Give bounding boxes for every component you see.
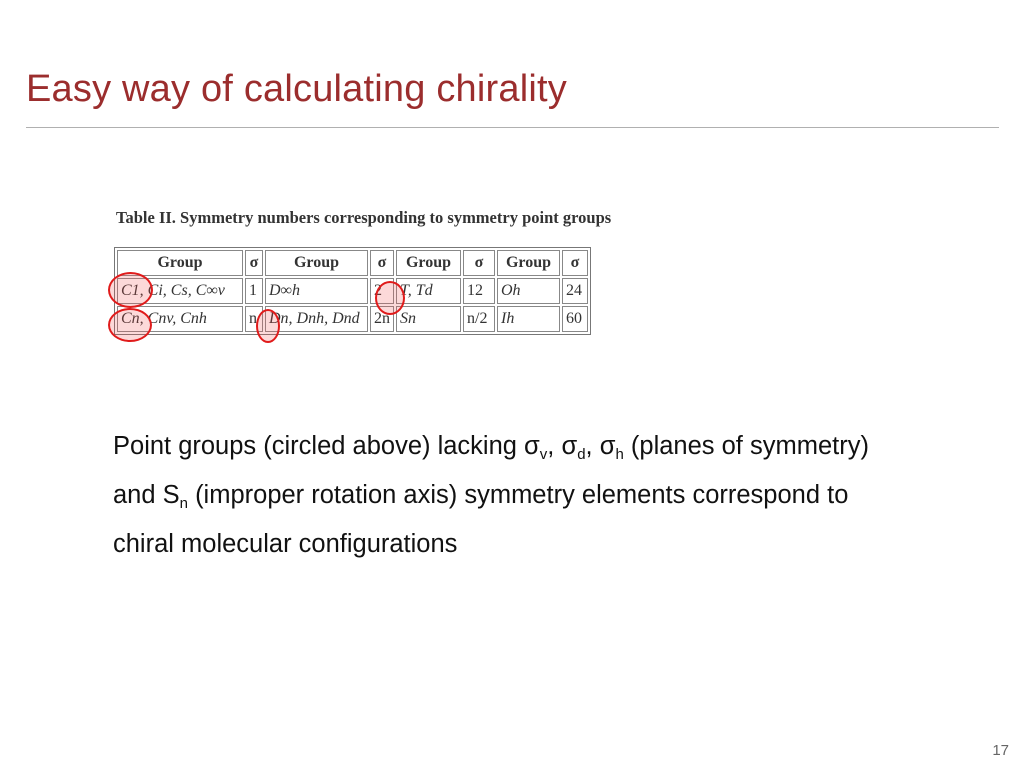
highlight-circle-cn: [108, 308, 152, 342]
cell-sigma: n/2: [463, 306, 495, 332]
title-divider: [26, 127, 999, 128]
symmetry-table: [114, 247, 591, 335]
cell-sigma: 1: [245, 278, 263, 304]
subscript-v: v: [539, 446, 548, 463]
cell-sigma: 2: [370, 278, 394, 304]
header-group-3: Group: [396, 250, 461, 276]
cell-group: Sn: [396, 306, 461, 332]
body-paragraph: [113, 426, 913, 565]
body-text-part: (planes of symmetry) and S: [113, 432, 869, 509]
cell-sigma: 60: [562, 306, 588, 332]
cell-group: Dn, Dnh, Dnd: [265, 306, 368, 332]
cell-sigma: 24: [562, 278, 588, 304]
highlight-circle-t: [375, 281, 405, 315]
header-sigma-4: σ: [562, 250, 588, 276]
page-number: 17: [992, 742, 1009, 759]
cell-group: Cn, Cnv, Cnh: [117, 306, 243, 332]
cell-group: D∞h: [265, 278, 368, 304]
body-text-part: Point groups (circled above) lacking σ: [113, 432, 540, 460]
header-group-2: Group: [265, 250, 368, 276]
cell-group: Ih: [497, 306, 560, 332]
highlight-circle-dn: [256, 309, 280, 343]
cell-sigma: n: [245, 306, 263, 332]
table-row: [117, 278, 588, 304]
table-header-row: [117, 250, 588, 276]
table-caption: Table II. Symmetry numbers corresponding to symmetry point groups: [116, 208, 612, 227]
cell-group: Oh: [497, 278, 560, 304]
header-sigma-2: σ: [370, 250, 394, 276]
cell-sigma: 2n: [370, 306, 394, 332]
cell-group: T, Td: [396, 278, 461, 304]
subscript-n: n: [179, 495, 188, 512]
body-text-part: , σ: [585, 432, 616, 460]
body-text-part: , σ: [547, 432, 578, 460]
header-group-1: Group: [117, 250, 243, 276]
header-sigma-3: σ: [463, 250, 495, 276]
cell-group: C1, Ci, Cs, C∞v: [117, 278, 243, 304]
table-row: [117, 306, 588, 332]
symmetry-table-container: [114, 247, 591, 335]
slide-title: Easy way of calculating chirality: [26, 68, 567, 110]
header-group-4: Group: [497, 250, 560, 276]
cell-sigma: 12: [463, 278, 495, 304]
body-text-part: (improper rotation axis) symmetry elements correspond to chiral molecular configurations: [113, 481, 849, 558]
subscript-h: h: [615, 446, 624, 463]
subscript-d: d: [577, 446, 586, 463]
header-sigma-1: σ: [245, 250, 263, 276]
highlight-circle-c1: [108, 272, 153, 308]
